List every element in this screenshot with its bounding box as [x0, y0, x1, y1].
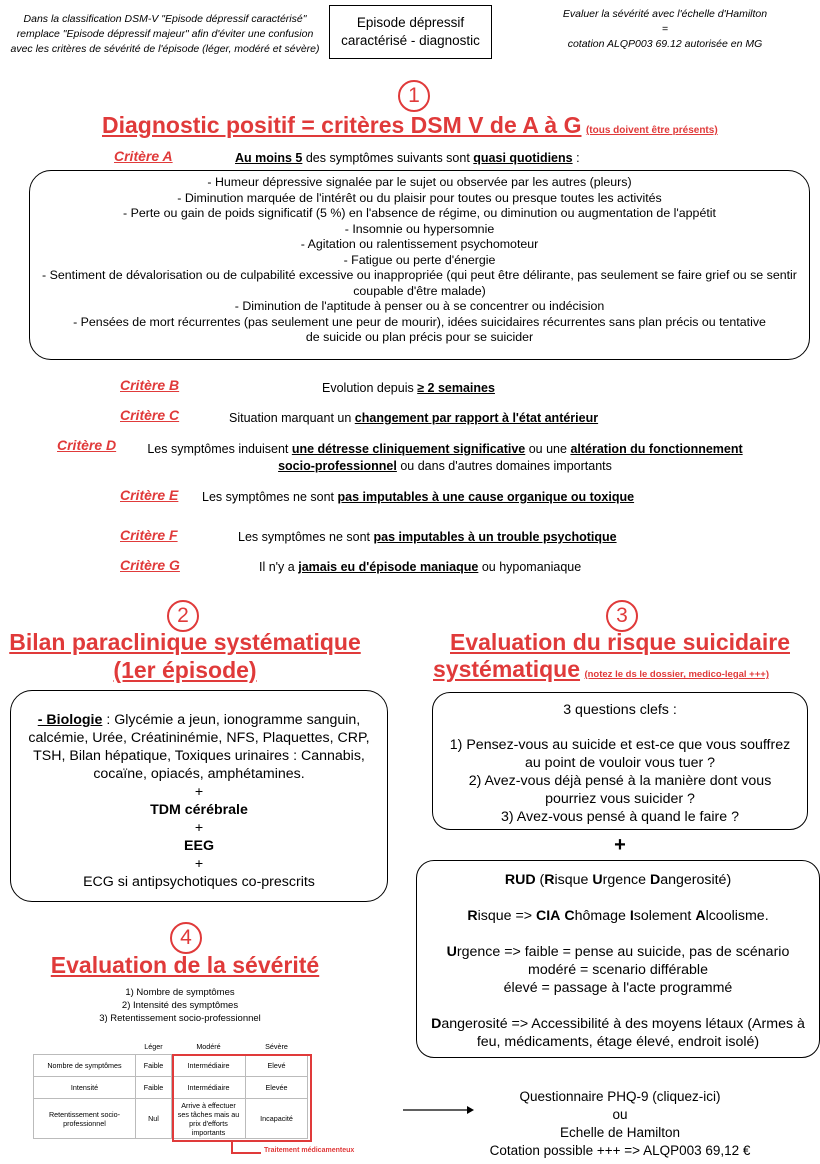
symptom-item: - Pensées de mort récurrentes (pas seulement une peur de mourir), idées suicidaires récurrentes sans plan précis ou tentative de suicide ou plan précis pour se suicider [73, 314, 766, 344]
criterion-a-intro [235, 151, 580, 165]
section-3-title-note: (notez le ds le dossier, medico-legal +++) [584, 669, 769, 680]
criterion-f-label: Critère F [120, 527, 178, 543]
criterion-d-text [125, 441, 765, 475]
section-2-title-line-2: (1er épisode) [113, 657, 257, 683]
urgence-letter: U [446, 944, 457, 960]
criterion-f-bold: pas imputables à un trouble psychotique [373, 530, 617, 544]
section-2-number: 2 [167, 600, 199, 632]
rud-title [417, 871, 819, 889]
criterion-a-intro-bold: Au moins 5 [235, 151, 303, 165]
criterion-g-pre: Il n'y a [259, 560, 299, 574]
urgence-moderate: modéré = scenario différable [528, 962, 708, 978]
risque-letter: C [564, 908, 575, 924]
table-cell: Retentissement socio-professionnel [34, 1099, 136, 1139]
symptom-item: - Diminution de l'aptitude à penser ou à se concentrer ou indécision [234, 299, 605, 313]
criterion-g-text [259, 560, 581, 574]
criterion-a-intro-mid: des symptômes suivants sont [302, 151, 474, 165]
risque-letter: A [695, 908, 706, 924]
rud-word: isque [554, 872, 593, 888]
table-cell: Arrive à effectuer ses tâches mais au prix d'efforts importants [172, 1099, 246, 1139]
section-4-number: 4 [170, 922, 202, 954]
criterion-a-intro-bold2: quasi quotidiens [473, 151, 573, 165]
symptom-item: - Humeur dépressive signalée par le sujet ou observée par les autres (pleurs) [207, 175, 632, 189]
table-header: Modéré [172, 1038, 246, 1055]
plus-sign: + [194, 784, 204, 800]
table-header: Sévère [246, 1038, 308, 1055]
severity-list [70, 986, 290, 1025]
section-1-title-text: Diagnostic positif = critères DSM V de A à G [102, 112, 582, 138]
criterion-c-bold: changement par rapport à l'état antérieur [354, 411, 599, 425]
question-3: 3) Avez-vous pensé à quand le faire ? [501, 809, 739, 825]
symptom-item: - Diminution marquée de l'intérêt ou du plaisir pour toutes ou presque toutes les activités [177, 190, 662, 205]
footnote-connector [231, 1152, 261, 1154]
severity-item: 1) Nombre de symptômes [125, 987, 235, 998]
criterion-e-bold: pas imputables à une cause organique ou toxique [337, 490, 635, 504]
symptom-item: - Insomnie ou hypersomnie [344, 221, 495, 236]
severity-item: 3) Retentissement socio-professionnel [99, 1013, 261, 1024]
hamilton-scale: Echelle de Hamilton [559, 1125, 681, 1140]
table-cell: Elevé [246, 1055, 308, 1077]
biology-list: : Glycémie a jeun, ionogramme sanguin, calcémie, Urée, Créatininémie, NFS, Plaquettes, CRP, TSH, Bilan hépatique, Toxiques urinaires : Cannabis, cocaïne, opiacés, amphétamines. [28, 712, 370, 782]
table-cell: Nombre de symptômes [34, 1055, 136, 1077]
hamilton-note [520, 7, 810, 52]
criterion-e-pre: Les symptômes ne sont [202, 490, 338, 504]
criterion-b-pre: Evolution depuis [322, 381, 418, 395]
cia-acronym: CIA [535, 908, 561, 924]
dangerosite-letter: D [431, 1016, 442, 1032]
biology-label: - Biologie [37, 712, 103, 728]
criterion-e-label: Critère E [120, 487, 179, 503]
criterion-d-bold3: socio-professionnel [278, 459, 397, 473]
symptom-item: - Agitation ou ralentissement psychomoteur [300, 237, 539, 251]
table-cell: Nul [136, 1099, 172, 1139]
criterion-a-box [29, 170, 810, 360]
section-3-title-line-1: Evaluation du risque suicidaire [450, 629, 790, 655]
symptom-item: - Sentiment de dévalorisation ou de culpabilité excessive ou inappropriée (qui peut être délirante, pas seulement se faire grief ou se sentir coupable d'être malade) [42, 268, 797, 298]
rud-letter: R [544, 872, 555, 888]
dangerosite-text: angerosité => Accessibilité à des moyens létaux (Armes à feu, médicaments, étage élevé, endroit isolé) [441, 1016, 805, 1050]
plus-sign: + [614, 834, 626, 856]
rud-letter: U [592, 872, 603, 888]
ecg-item: ECG si antipsychotiques co-prescrits [83, 874, 315, 890]
rud-acronym: RUD [504, 872, 536, 888]
criterion-f-text [238, 530, 617, 544]
criterion-f-pre: Les symptômes ne sont [238, 530, 374, 544]
risque-word: solement [633, 908, 696, 924]
bilan-box [10, 690, 388, 902]
dsm-note: Dans la classification DSM-V "Episode dépressif caractérisé" remplace "Episode dépressif majeur" afin d'éviter une confusion avec les critères de sévérité de l'épisode (léger, modéré et sévère) [10, 13, 320, 55]
criterion-a-label: Critère A [114, 148, 173, 164]
urgence-text: rgence => faible = pense au suicide, pas de scénario [456, 944, 790, 960]
questions-box [432, 692, 808, 830]
table-cell: Faible [136, 1055, 172, 1077]
risque-letter: I [629, 908, 634, 924]
criterion-d-mid: ou une [525, 442, 571, 456]
table-cell: Intermédiaire [172, 1055, 246, 1077]
criterion-d-bold2: altération du fonctionnement [570, 442, 743, 456]
dangerosite-line [417, 1015, 819, 1051]
criterion-c-label: Critère C [120, 407, 180, 423]
criterion-a-intro-end: : [572, 151, 580, 165]
section-3-title-line-2 [433, 656, 769, 683]
criterion-g-end: ou hypomaniaque [478, 560, 582, 574]
section-2-title-line-1: Bilan paraclinique systématique [9, 629, 361, 655]
risque-word: hômage [574, 908, 630, 924]
criterion-c-pre: Situation marquant un [229, 411, 355, 425]
table-cell: Faible [136, 1077, 172, 1099]
urgence-line [417, 943, 819, 961]
title-line-2: caractérisé - diagnostic [341, 33, 480, 48]
phq9-link[interactable]: Questionnaire PHQ-9 (cliquez-ici) [519, 1089, 721, 1104]
plus-sign: + [194, 820, 204, 836]
tdm-item: TDM cérébrale [150, 802, 248, 818]
criterion-d-bold1: une détresse cliniquement significative [291, 442, 526, 456]
section-1-number: 1 [398, 80, 430, 112]
rud-letter: D [649, 872, 661, 888]
risque-word: isque => [477, 908, 536, 924]
symptom-item: - Fatigue ou perte d'énergie [343, 252, 496, 267]
criterion-d-label: Critère D [57, 437, 117, 453]
questions-title: 3 questions clefs : [563, 702, 677, 718]
section-3-title-text: systématique [433, 656, 581, 682]
table-cell: Incapacité [246, 1099, 308, 1139]
rud-paren: ( [535, 872, 545, 888]
severity-item: 2) Intensité des symptômes [121, 1000, 239, 1011]
risque-line [417, 907, 819, 925]
criterion-b-text [322, 381, 495, 395]
question-2: 2) Avez-vous déjà pensé à la manière dont vous pourriez vous suicider ? [468, 773, 772, 807]
table-header [34, 1038, 136, 1055]
section-3-number: 3 [606, 600, 638, 632]
treatment-highlight [172, 1054, 312, 1142]
question-1: 1) Pensez-vous au suicide et est-ce que vous souffrez au point de vouloir vous tuer ? [449, 737, 791, 771]
treatment-footnote: Traitement médicamenteux [264, 1147, 355, 1154]
criterion-b-bold: ≥ 2 semaines [417, 381, 495, 395]
risque-word: lcoolisme. [705, 908, 769, 924]
bottom-links [430, 1088, 810, 1160]
table-cell: Intensité [34, 1077, 136, 1099]
risque-letter: R [467, 908, 478, 924]
table-header: Léger [136, 1038, 172, 1055]
title-line-1: Episode dépressif [356, 15, 465, 30]
rud-box [416, 860, 820, 1058]
table-cell: Elevée [246, 1077, 308, 1099]
criterion-b-label: Critère B [120, 377, 180, 393]
section-1-title-note: (tous doivent être présents) [585, 125, 718, 136]
cotation-text: Cotation possible +++ => ALQP003 69,12 € [489, 1143, 751, 1158]
criterion-d-end: ou dans d'autres domaines importants [396, 459, 612, 473]
section-4-title: Evaluation de la sévérité [50, 952, 320, 978]
criterion-e-text [202, 490, 634, 504]
or-text: ou [612, 1107, 628, 1122]
hamilton-note-line-1: Evaluer la sévérité avec l'échelle d'Hamilton [562, 8, 768, 20]
section-1-title [102, 112, 802, 139]
hamilton-note-line-3: cotation ALQP003 69.12 autorisée en MG [567, 38, 763, 50]
eeg-item: EEG [184, 838, 214, 854]
symptom-item: - Perte ou gain de poids significatif (5 %) en l'absence de régime, ou diminution ou augmentation de l'appétit [123, 206, 716, 220]
plus-sign: + [194, 856, 204, 872]
urgence-high: élevé = passage à l'acte programmé [503, 980, 733, 996]
criterion-d-pre: Les symptômes induisent [147, 442, 292, 456]
rud-word: angerosité) [660, 872, 732, 888]
biology-text [11, 711, 387, 783]
section-2-title [0, 628, 370, 684]
table-cell: Intermédiaire [172, 1077, 246, 1099]
rud-word: rgence [602, 872, 650, 888]
criterion-g-label: Critère G [120, 557, 180, 573]
criterion-c-text [229, 411, 598, 425]
hamilton-note-line-2: = [661, 23, 669, 35]
criterion-g-bold: jamais eu d'épisode maniaque [298, 560, 479, 574]
title-box [329, 5, 492, 59]
